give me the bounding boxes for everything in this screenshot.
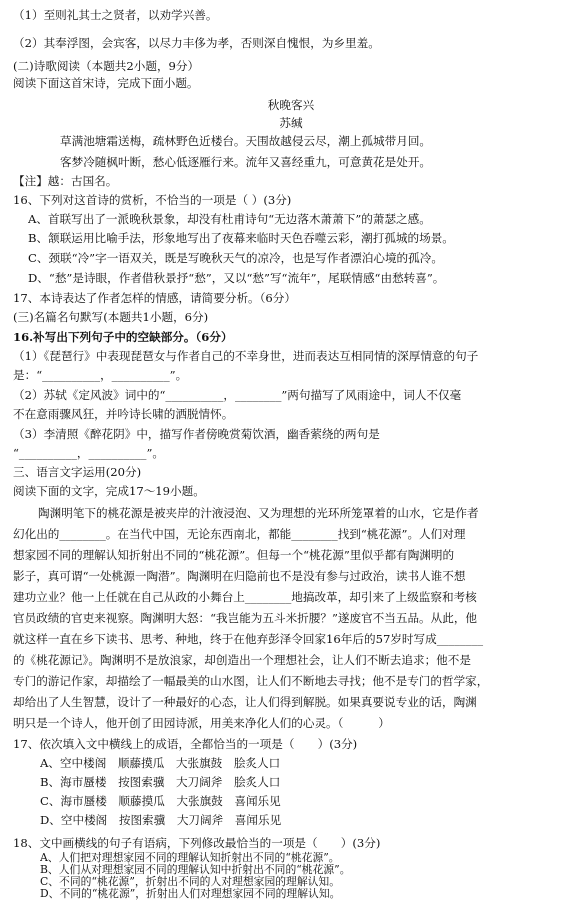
fill-item-2-cont: 不在意雨骤风狂，并吟诗长啸的洒脱情怀。: [13, 407, 234, 421]
question-17-idioms: 17、依次填入文中横线上的成语，全都恰当的一项是（ ）(3分): [13, 737, 358, 751]
revision-option-a: A、人们把对理想家园不同的理解认知折射出不同的“桃花源”。: [40, 851, 340, 864]
question-16-option-c: C、颈联“冷”字一语双关，既是写晚秋天气的凉冷，也是写作者漂泊心境的孤冷。: [28, 251, 443, 265]
poem-author: 苏缄: [279, 116, 303, 130]
question-17-poem: 17、本诗表达了作者怎样的情感，请简要分析。（6分）: [13, 291, 296, 305]
idiom-option-a: A、空中楼阁 顺藤摸瓜 大张旗鼓 脍炙人口: [40, 756, 281, 770]
passage-line-11: 明只是一个诗人，他开创了田园诗派，用美来净化人们的心灵。（ ）: [13, 716, 390, 730]
question-16-fill: 16.补写出下列句子中的空缺部分。（6分）: [13, 330, 233, 344]
idiom-option-c: C、海市蜃楼 顺藤摸瓜 大张旗鼓 喜闻乐见: [40, 794, 281, 808]
passage-line-10: 却给出了人生智慧，设计了一种最好的心态，让人们得到解脱。如果真要说专业的话，陶渊: [13, 695, 477, 709]
translation-item-1: （1）至则礼其士之贤者，以劝学兴善。: [13, 8, 218, 22]
passage-line-6: 官员政绩的官吏来视察。陶渊明大怒：“我岂能为五斗米折腰？”遂废官不当五品。从此，他: [13, 611, 478, 625]
poem-line-2: 客梦冷随枫叶断，愁心低逐雁行来。流年又喜经重九，可意黄花是处开。: [60, 155, 432, 169]
fill-item-3: （3）李清照《醉花阴》中，描写作者傍晚赏菊饮酒，幽香萦绕的两句是: [13, 427, 380, 441]
fill-item-3-blanks: “__________，__________”。: [13, 446, 164, 460]
question-16: 16、下列对这首诗的赏析，不恰当的一项是（ ）(3分): [13, 193, 292, 207]
passage-line-8: 的《桃花源记》。陶渊明不是放浪家，却创造出一个理想社会，让人们不断去追求；他不是: [13, 653, 471, 667]
passage-line-9: 专门的游记作家，却描绘了一幅最美的山水图，让人们不断地去寻找；他不是专门的哲学家，: [13, 674, 489, 688]
idiom-option-d: D、空中楼阁 按图索骥 大刀阔斧 喜闻乐见: [40, 813, 282, 827]
instruction-text: 阅读下面这首宋诗，完成下面小题。: [13, 76, 199, 90]
fill-item-1: （1）《琵琶行》中表现琵琶女与作者自己的不幸身世，进而表达互相同情的深厚情意的句子: [13, 349, 479, 363]
revision-option-b: B、人们从对理想家园不同的理解认知中折射出不同的“桃花源”。: [40, 863, 351, 876]
question-16-option-d: D、“愁”是诗眼，作者借秋景抒“愁”，又以“愁”写“流年”，尾联情感“由愁转喜”。: [28, 271, 445, 285]
passage-line-4: 影子，真可谓“一处桃源一陶潜”。陶渊明在归隐前也不是没有参与过政治，读书人谁不想: [13, 569, 466, 583]
poem-note: 【注】越：古国名。: [13, 174, 118, 188]
revision-option-d: D、不同的“桃花源”，折射出人们对理想家园不同的理解认知。: [40, 887, 341, 900]
revision-option-c: C、不同的“桃花源”，折射出不同的人对理想家园的理解认知。: [40, 875, 341, 888]
section-heading-memorization: (三)名篇名句默写(本题共1小题，6分): [13, 310, 209, 324]
translation-item-2: （2）其奉浮图，会宾客，以尽力丰侈为孝，否则深自愧恨，为乡里羞。: [13, 36, 380, 50]
passage-line-5: 建功立业？他一上任就在自己从政的小舞台上________地搞改革，却引来了上级监察和考核: [13, 590, 477, 604]
question-16-option-a: A、首联写出了一派晚秋景象，却没有杜甫诗句“无边落木萧萧下”的萧瑟之感。: [28, 212, 431, 226]
passage-line-3: 想家园不同的理解认知折射出不同的“桃花源”。但每一个“桃花源”里似乎都有陶渊明的: [13, 548, 455, 562]
idiom-option-b: B、海市蜃楼 按图索骥 大刀阔斧 脍炙人口: [40, 775, 281, 789]
fill-item-2: （2）苏轼《定风波》词中的“__________，________”两句描写了风雨途中，词人不仅毫: [13, 388, 462, 402]
passage-line-1: 陶渊明笔下的桃花源是被夹岸的汁液浸泡、又为理想的光环所笼罩着的山水，它是作者: [38, 506, 479, 520]
poem-title: 秋晚客兴: [267, 98, 315, 112]
passage-line-7: 就这样一直在乡下读书、思考、种地，终于在他弃彭泽令回家16年后的57岁时写成________: [13, 632, 484, 646]
fill-item-1-blanks: 是：“__________，__________”。: [13, 368, 188, 382]
reading-instruction: 阅读下面的文字，完成17～19小题。: [13, 484, 205, 498]
passage-line-2: 幻化出的________。在当代中国，无论东西南北，都能________找到“桃花源”。人们对理: [13, 527, 466, 541]
question-18: 18、文中画横线的句子有语病，下列修改最恰当的一项是（ ）(3分): [13, 836, 381, 850]
question-16-option-b: B、颔联运用比喻手法，形象地写出了夜幕来临时天色吞噬云彩，潮打孤城的场景。: [28, 231, 454, 245]
poem-line-1: 草满池塘霜送梅，疏林野色近楼台。天围故越侵云尽，潮上孤城带月回。: [60, 134, 432, 148]
section-heading-poetry: (二)诗歌阅读（本题共2小题，9分）: [13, 59, 200, 73]
section-heading-language: 三、语言文字运用(20分): [13, 465, 142, 479]
